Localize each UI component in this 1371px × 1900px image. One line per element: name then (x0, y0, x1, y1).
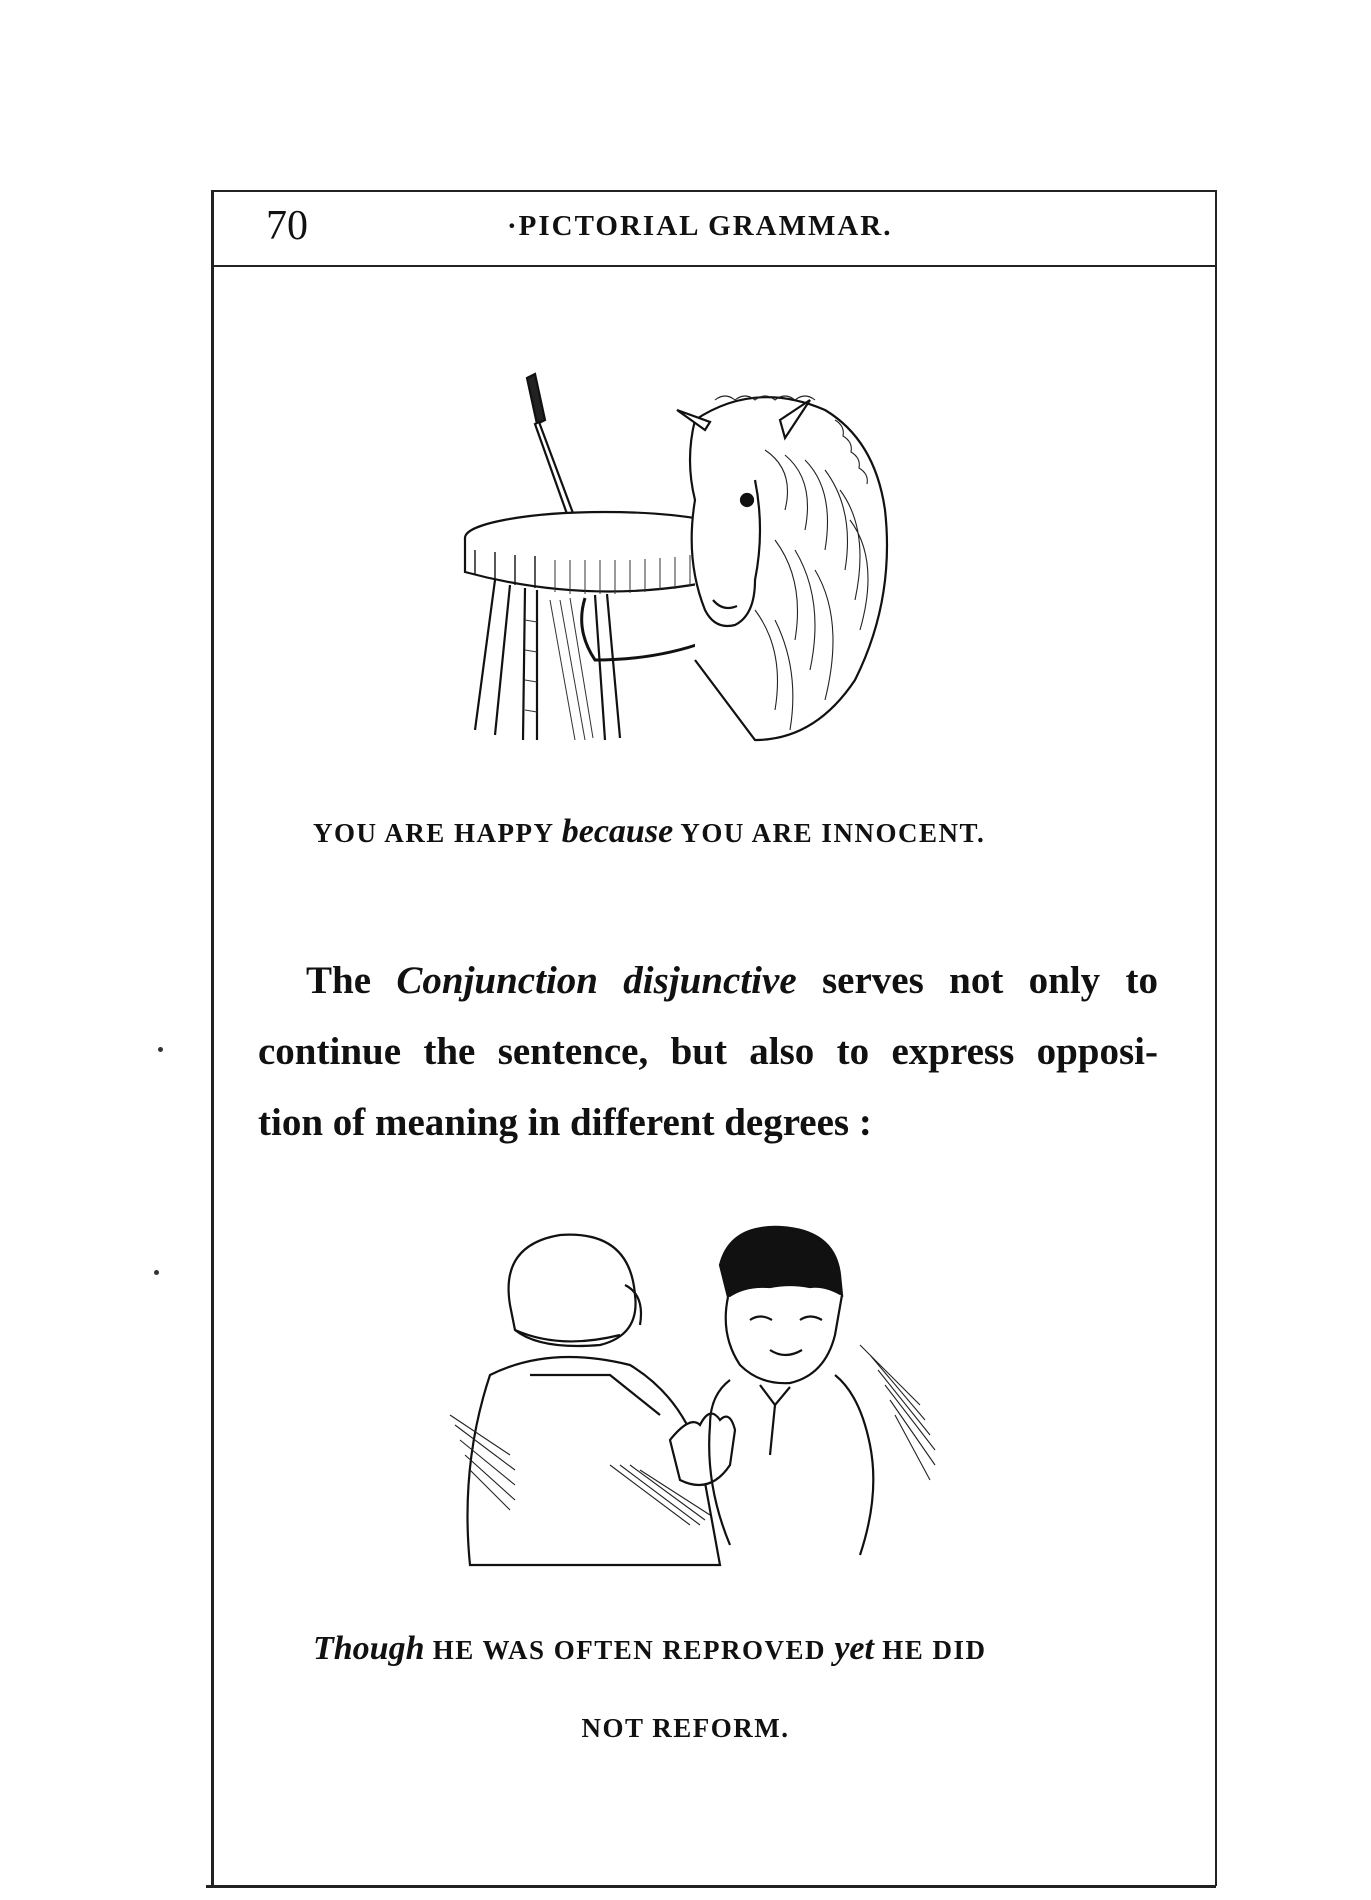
conjunction-word: yet (834, 1630, 874, 1667)
ink-speck (158, 1047, 163, 1052)
sheep-at-block-illustration (455, 360, 975, 770)
caption-text: HE WAS OFTEN REPROVED (432, 1635, 827, 1665)
header-rule (214, 265, 1215, 267)
conjunction-word: Though (313, 1630, 425, 1667)
caption-though-yet (313, 1630, 986, 1668)
bottom-rule (206, 1885, 1216, 1888)
conjunction-word: because (561, 813, 674, 850)
paragraph-line-1 (258, 945, 1158, 1016)
term-italic: Conjunction disjunctive (396, 959, 797, 1002)
page-number: 70 (266, 203, 308, 249)
caption-text: YOU ARE HAPPY (313, 818, 554, 848)
reproving-figures-illustration (430, 1225, 990, 1605)
top-rule (214, 190, 1215, 192)
caption-text: HE DID (882, 1635, 987, 1665)
ink-speck (154, 1270, 159, 1275)
caption-line-2: NOT REFORM. (581, 1713, 790, 1743)
text: serves not only to (822, 959, 1159, 1002)
text: The (306, 959, 372, 1002)
paragraph-line-2: continue the sentence, but also to express opposi- (258, 1030, 1158, 1073)
running-head: ·PICTORIAL GRAMMAR. (507, 210, 893, 242)
body-paragraph (258, 945, 1158, 1158)
caption-text: YOU ARE INNOCENT. (680, 818, 986, 848)
paragraph-line-3: tion of meaning in different degrees : (258, 1101, 872, 1144)
caption-because (313, 813, 985, 851)
